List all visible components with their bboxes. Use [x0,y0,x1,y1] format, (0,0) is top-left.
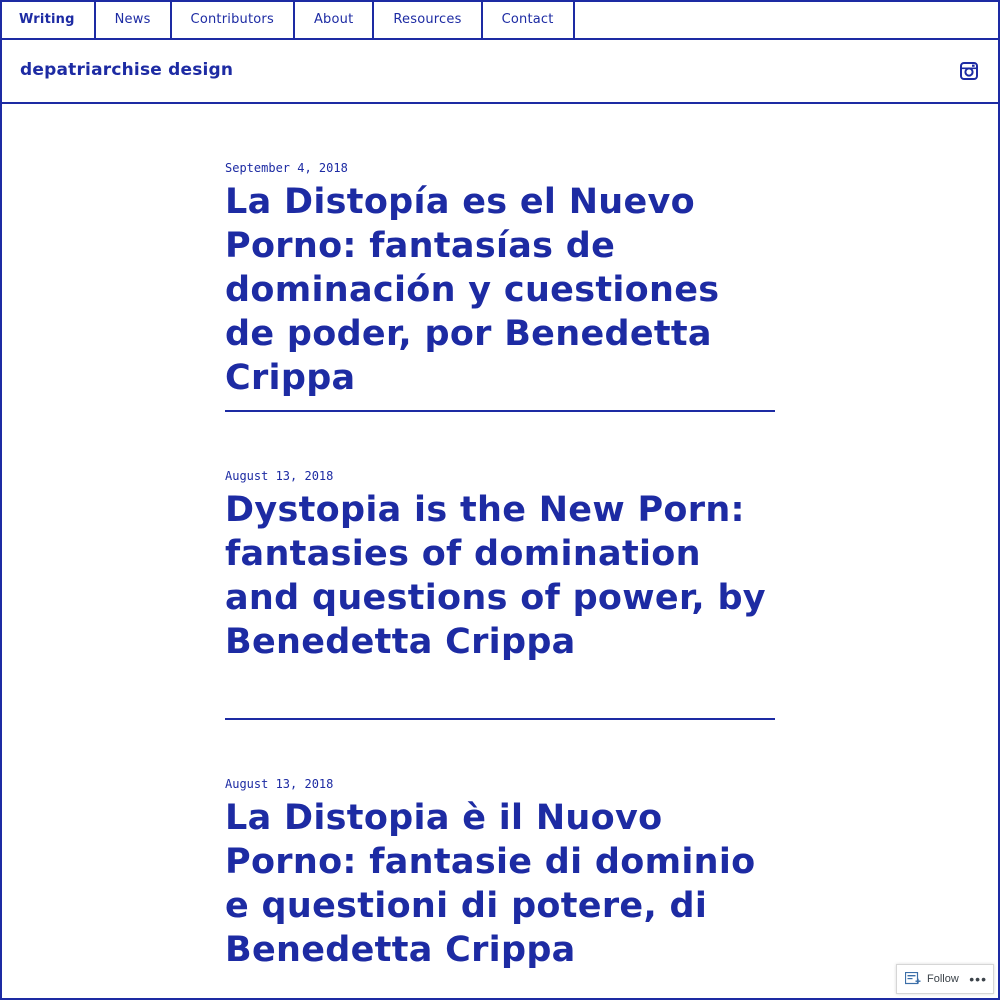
nav-item-about[interactable]: About [295,0,374,38]
reader-follow-icon [905,972,921,986]
post-date: September 4, 2018 [225,161,348,175]
follow-widget [896,964,994,994]
post-item [225,776,775,972]
site-title[interactable]: depatriarchise design [20,60,234,80]
nav-item-contact[interactable]: Contact [483,0,575,38]
post-item [225,160,775,400]
post-title-link[interactable]: La Distopia è il Nuovo Porno: fantasie di dominio e questioni di potere, di Benedetta Crippa [225,798,756,970]
post-date: August 13, 2018 [225,469,334,483]
top-navigation [0,0,1000,40]
post-divider [225,718,775,720]
follow-label: Follow [927,973,959,985]
site-header [0,40,1000,104]
post-date: August 13, 2018 [225,777,334,791]
post-divider [225,410,775,412]
nav-item-contributors[interactable]: Contributors [172,0,295,38]
post-item [225,468,775,664]
more-options-button[interactable]: ••• [969,971,987,987]
post-title-link[interactable]: Dystopia is the New Porn: fantasies of domination and questions of power, by Benedetta Crippa [225,490,766,662]
follow-button[interactable] [897,965,963,993]
nav-item-resources[interactable]: Resources [374,0,482,38]
nav-item-writing[interactable]: Writing [0,0,96,38]
post-title-link[interactable]: La Distopía es el Nuevo Porno: fantasías de dominación y cuestiones de poder, por Benedetta Crippa [225,182,720,398]
instagram-icon[interactable] [960,62,978,80]
nav-item-news[interactable]: News [96,0,172,38]
